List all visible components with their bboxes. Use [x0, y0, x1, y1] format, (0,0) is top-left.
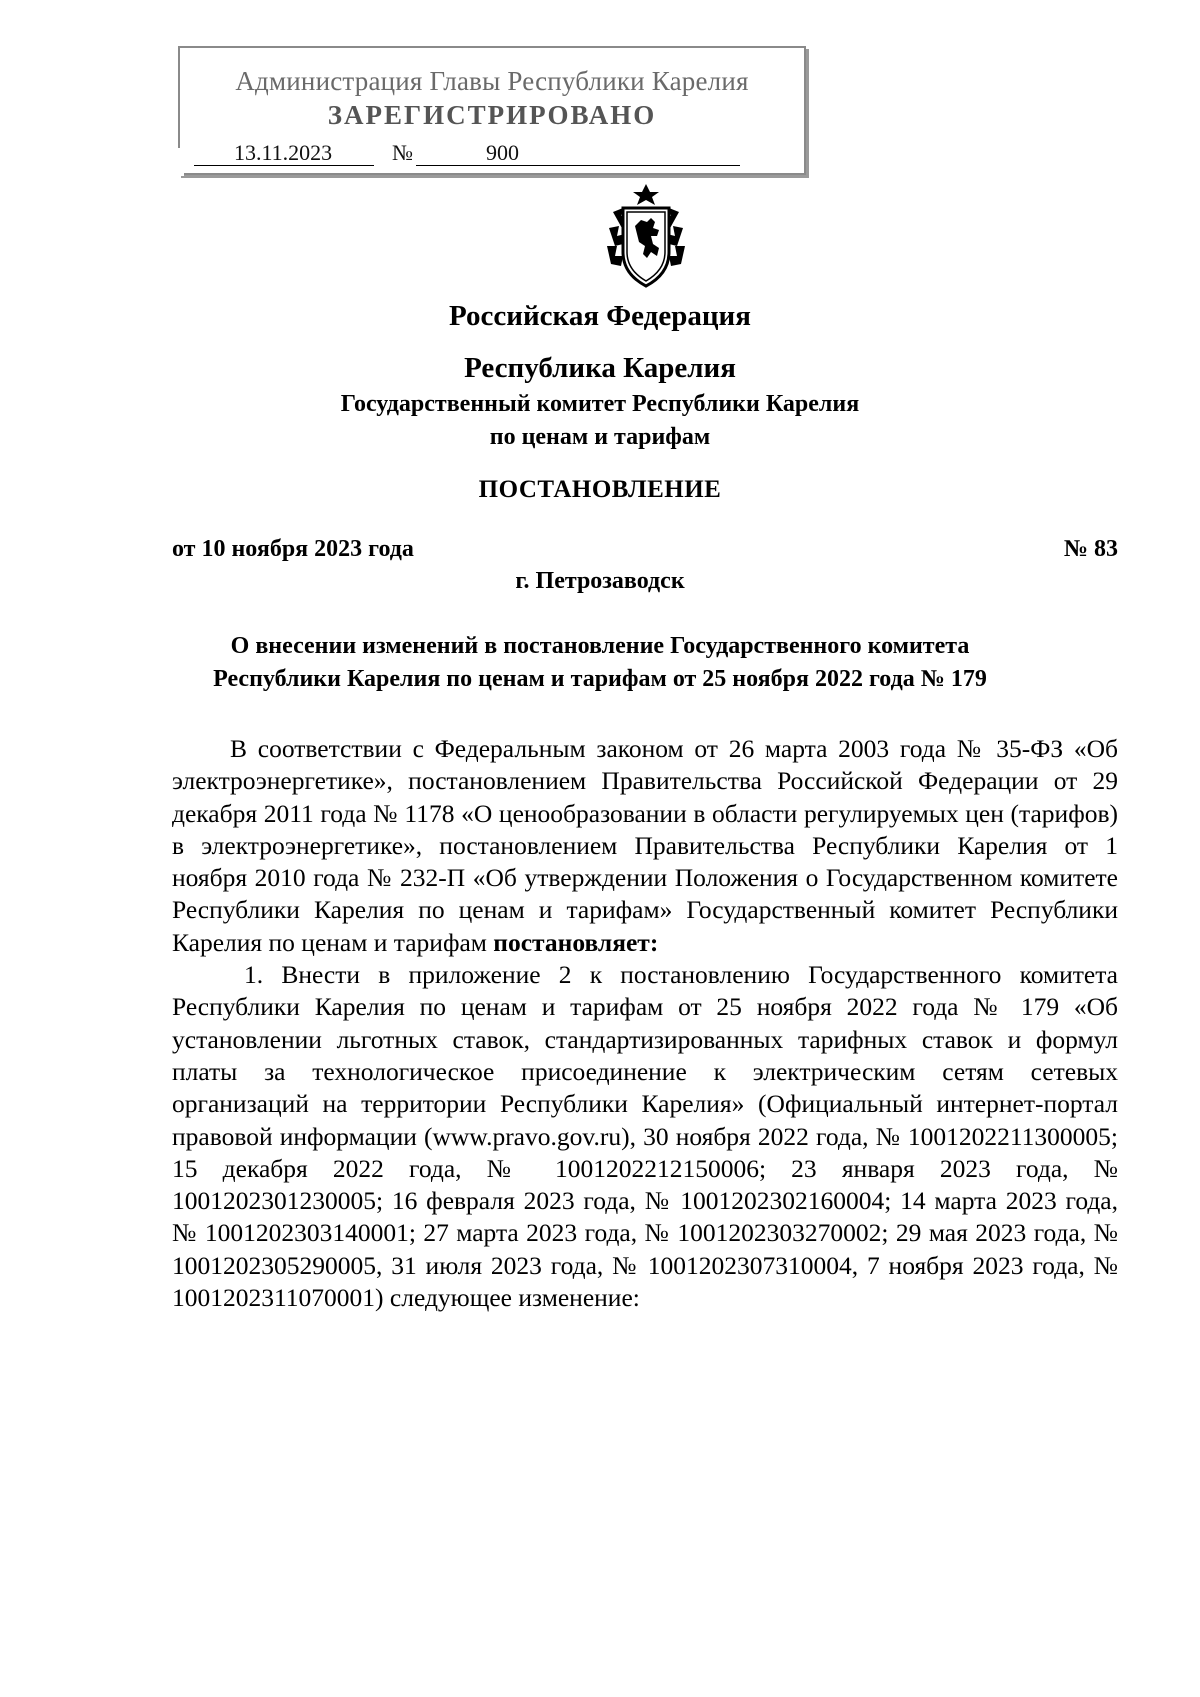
stamp-notch	[178, 148, 184, 176]
stamp-number-underline	[416, 165, 740, 166]
paragraph-preamble	[172, 733, 1118, 959]
stamp-authority: Администрация Главы Республики Карелия	[235, 66, 749, 96]
stamp-date: 13.11.2023	[234, 140, 333, 165]
republic-heading: Республика Карелия	[464, 352, 736, 384]
document-number: № 83	[1063, 536, 1118, 562]
document-date-line	[172, 536, 1118, 563]
item-1-text: 1. Внести в приложение 2 к постановлению Государственного комитета Республики Карелия по ценам и тарифам от 25 ноября 2022 года № 179 «Об установлении льготных ставок, стандартизированных тарифных ставок и формул платы за технологическое присоединение к электрическим сетям сетевых организаций на территории Республики Карелия» (Официальный интернет-портал правовой информации (www.pravo.gov.ru), 30 ноября 2022 года, № 1001202211300005; 15 декабря 2022 года, № 1001202212150006; 23 января 2023 года, № 1001202301230005; 16 февраля 2023 года, № 1001202302160004; 14 марта 2023 года, № 1001202303140001; 27 марта 2023 года, № 1001202303270002; 29 мая 2023 года, № 1001202305290005, 31 июля 2023 года, № 1001202307310004, 7 ноября 2023 года, № 1001202311070001) следующее изменение:	[172, 960, 1118, 1313]
preamble-resolves: постановляет:	[493, 927, 659, 957]
karelia-coat-of-arms-icon	[603, 182, 689, 290]
document-type: ПОСТАНОВЛЕНИЕ	[478, 476, 722, 503]
preamble-text: В соответствии с Федеральным законом от 26 марта 2003 года № 35-ФЗ «Об электроэнергетике», постановлением Правительства Российской Федерации от 29 декабря 2011 года № 1178 «О ценообразовании в области регулируемых цен (тарифов) в электроэнергетике», постановлением Правительства Республики Карелия от 1 ноября 2010 года № 232-П «Об утверждении Положения о Государственном комитете Республики Карелия по ценам и тарифам» Государственный комитет Республики Карелия по ценам и тарифам	[172, 734, 1118, 957]
committee-heading-line1: Государственный комитет Республики Карелия	[340, 391, 860, 417]
paragraph-item-1	[172, 959, 1118, 1314]
stamp-number-sign: №	[392, 140, 413, 165]
country-heading: Российская Федерация	[449, 300, 751, 332]
registration-stamp	[178, 46, 806, 175]
document-title-line1: О внесении изменений в постановление Государственного комитета	[230, 633, 970, 659]
stamp-date-row	[194, 140, 780, 170]
document-body	[172, 733, 1118, 1314]
document-city: г. Петрозаводск	[515, 568, 685, 594]
document-date: от 10 ноября 2023 года	[172, 536, 414, 562]
committee-heading-line2: по ценам и тарифам	[489, 424, 711, 450]
stamp-registered: ЗАРЕГИСТРИРОВАНО	[327, 100, 657, 130]
stamp-number: 900	[486, 140, 519, 165]
document-title-line2: Республики Карелия по ценам и тарифам от 25 ноября 2022 года № 179	[213, 666, 987, 692]
